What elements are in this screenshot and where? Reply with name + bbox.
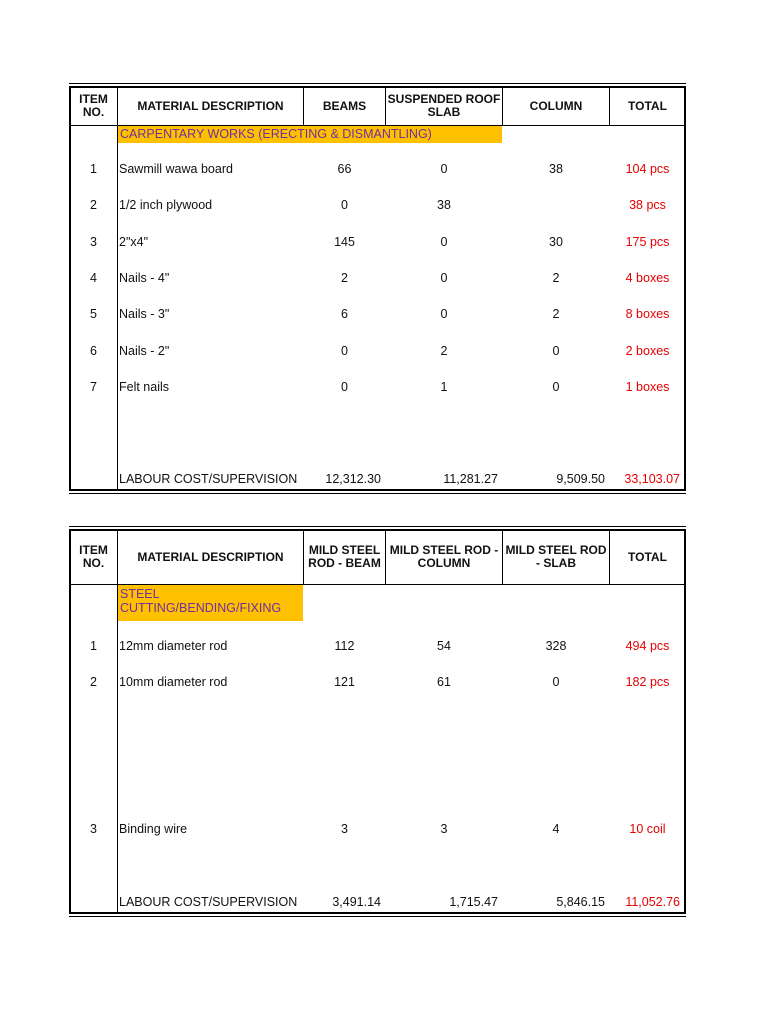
total-value: 38 pcs — [629, 198, 666, 212]
total-value: 494 pcs — [625, 639, 670, 653]
material-description: Nails - 2" — [119, 344, 170, 358]
total-value: 175 pcs — [625, 235, 670, 249]
beams-value: 0 — [341, 344, 348, 358]
labour-cost-rod-beam: 3,491.14 — [332, 895, 381, 909]
labour-cost-slab: 11,281.27 — [443, 472, 498, 486]
table-2-section-title: STEEL CUTTING/BENDING/FIXING — [118, 585, 303, 621]
beams-value: 6 — [341, 307, 348, 321]
column-value: 2 — [552, 307, 560, 321]
total-value: 2 boxes — [625, 344, 670, 358]
beams-value: 0 — [341, 380, 348, 394]
table-1-header-material: MATERIAL DESCRIPTION — [137, 98, 284, 113]
item-number: 1 — [90, 162, 97, 176]
slab-value: 2 — [440, 344, 448, 358]
item-number: 3 — [90, 235, 97, 249]
beams-value: 66 — [337, 162, 352, 176]
labour-cost-label: LABOUR COST/SUPERVISION — [119, 895, 298, 909]
material-description: Nails - 3" — [119, 307, 170, 321]
column-value: 30 — [549, 235, 563, 249]
table-2-header-item-no: ITEM NO. — [79, 543, 108, 570]
material-description: Sawmill wawa board — [119, 162, 233, 176]
total-value: 104 pcs — [625, 162, 670, 176]
column-value: 0 — [552, 380, 560, 394]
labour-cost-rod-slab: 5,846.15 — [556, 895, 605, 909]
item-number: 5 — [90, 307, 97, 321]
labour-cost-beams: 12,312.30 — [325, 472, 381, 486]
material-description: 1/2 inch plywood — [119, 198, 213, 212]
labour-cost-column: 9,509.50 — [556, 472, 605, 486]
table-2-header-rod-slab: MILD STEEL ROD - SLAB — [505, 543, 607, 570]
rod-slab-value: 328 — [545, 639, 567, 653]
rod-slab-value: 0 — [552, 675, 560, 689]
item-number: 7 — [90, 380, 97, 394]
column-value: 38 — [549, 162, 563, 176]
total-value: 1 boxes — [625, 380, 670, 394]
item-number: 2 — [90, 198, 97, 212]
total-value: 182 pcs — [625, 675, 670, 689]
material-description: 2"x4" — [119, 235, 149, 249]
column-value — [503, 196, 609, 214]
material-description: 10mm diameter rod — [119, 675, 228, 689]
rod-beam-value: 121 — [334, 675, 355, 689]
table-1-header-item-no: ITEM NO. — [79, 92, 108, 119]
slab-value: 1 — [440, 380, 448, 394]
total-value: 10 coil — [629, 822, 666, 836]
material-description: Binding wire — [119, 822, 188, 836]
slab-value: 0 — [440, 271, 448, 285]
slab-value: 38 — [437, 198, 451, 212]
table-2-header-rod-beam: MILD STEEL ROD - BEAM — [308, 543, 381, 570]
slab-value: 0 — [440, 162, 448, 176]
table-1-header-column: COLUMN — [529, 98, 583, 113]
labour-cost-total: 33,103.07 — [624, 472, 680, 486]
rod-beam-value: 3 — [341, 822, 348, 836]
total-value: 4 boxes — [625, 271, 670, 285]
table-1-section-title: CARPENTARY WORKS (ERECTING & DISMANTLING) — [118, 126, 502, 143]
labour-cost-rod-column: 1,715.47 — [449, 895, 498, 909]
rod-slab-value: 4 — [552, 822, 560, 836]
table-1-col-divider — [117, 86, 118, 491]
material-description: 12mm diameter rod — [119, 639, 228, 653]
item-number: 4 — [90, 271, 97, 285]
rod-beam-value: 112 — [334, 639, 355, 653]
table-1-header-total: TOTAL — [628, 98, 667, 113]
column-value: 0 — [552, 344, 560, 358]
material-description: Felt nails — [119, 380, 170, 394]
table-2-header-rod-column: MILD STEEL ROD - COLUMN — [389, 543, 499, 570]
rod-column-value: 54 — [437, 639, 451, 653]
labour-cost-total: 11,052.76 — [625, 895, 680, 909]
table-1-header-beams: BEAMS — [322, 98, 367, 113]
table-1-frame — [69, 86, 686, 491]
table-1-header-suspended-roof-slab: SUSPENDED ROOF SLAB — [387, 92, 501, 119]
total-value: 8 boxes — [625, 307, 670, 321]
table-2-header-material: MATERIAL DESCRIPTION — [137, 549, 284, 564]
rod-column-value: 3 — [440, 822, 448, 836]
item-number: 1 — [90, 639, 97, 653]
column-value: 2 — [552, 271, 560, 285]
item-number: 3 — [90, 822, 97, 836]
item-number: 6 — [90, 344, 97, 358]
beams-value: 145 — [334, 235, 355, 249]
labour-cost-label: LABOUR COST/SUPERVISION — [119, 472, 298, 486]
table-2-header-total: TOTAL — [628, 549, 667, 564]
slab-value: 0 — [440, 307, 448, 321]
rod-column-value: 61 — [437, 675, 451, 689]
material-description: Nails - 4" — [119, 271, 170, 285]
beams-value: 2 — [341, 271, 348, 285]
beams-value: 0 — [341, 198, 348, 212]
slab-value: 0 — [440, 235, 448, 249]
item-number: 2 — [90, 675, 97, 689]
